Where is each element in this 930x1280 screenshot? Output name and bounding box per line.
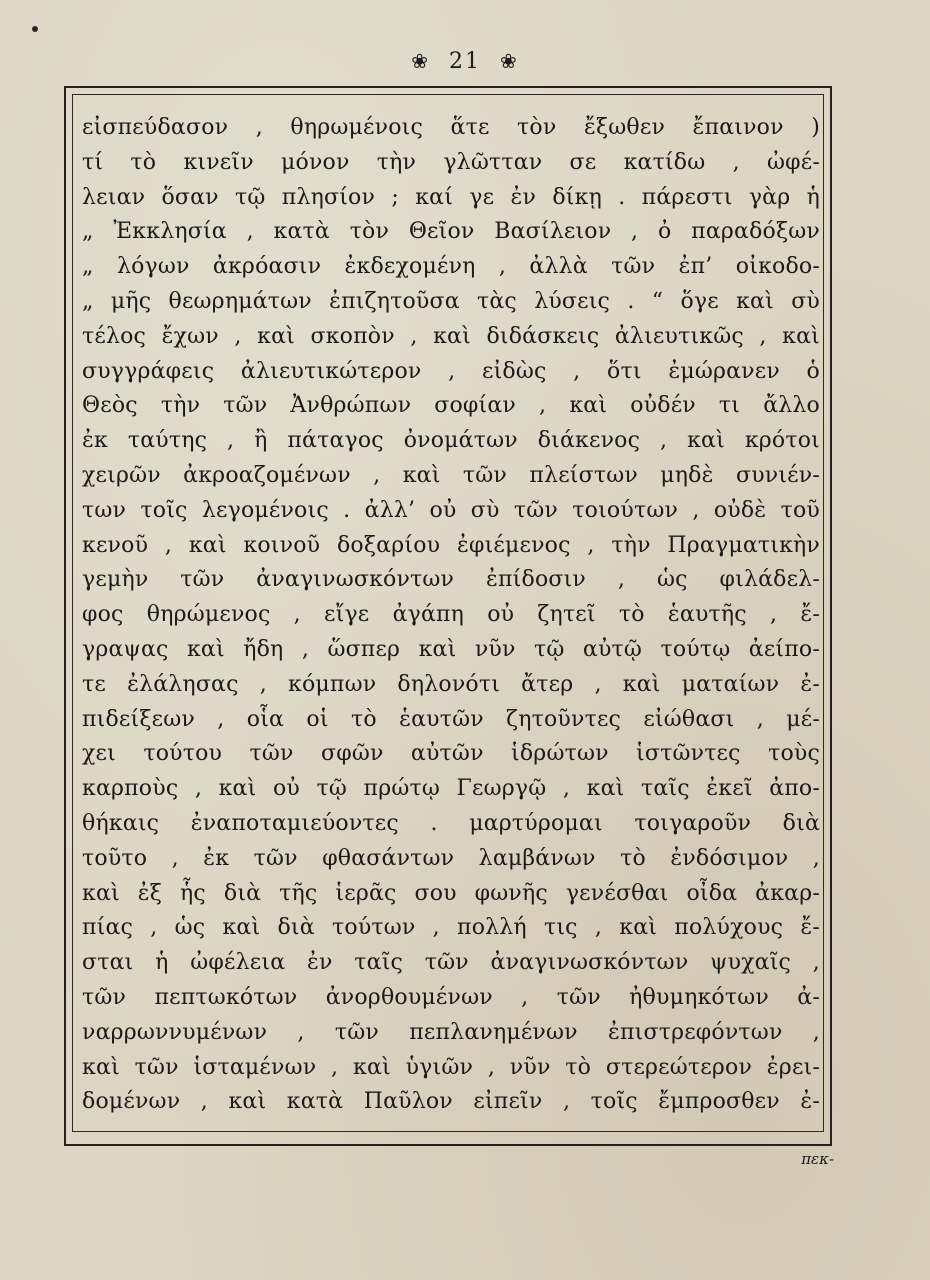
text-line: τοῦτο , ἐκ τῶν φθασάντων λαμβάνων τὸ ἐνδόσιμον ,	[82, 845, 820, 871]
text-line: χειρῶν ἀκροαζομένων , καὶ τῶν πλείστων μηδὲ συνιέν-	[82, 462, 820, 488]
text-line: γραψας καὶ ἤδη , ὥσπερ καὶ νῦν τῷ αὐτῷ τούτῳ ἀείπο-	[82, 636, 820, 662]
text-line: θήκαις ἐναποταμιεύοντες . μαρτύρομαι τοιγαροῦν διὰ	[82, 810, 820, 836]
text-line: ἐκ ταύτης , ἢ πάταγος ὀνομάτων διάκενος , καὶ κρότοι	[82, 428, 820, 454]
page-number: 21	[449, 49, 481, 74]
text-line: κενοῦ , καὶ κοινοῦ δοξαρίου ἐφιέμενος , τὴν Πραγματικὴν	[82, 532, 820, 558]
text-line: χει τούτου τῶν σφῶν αὐτῶν ἱδρώτων ἱστῶντες τοὺς	[82, 741, 820, 767]
text-line: πιδείξεων , οἷα οἱ τὸ ἑαυτῶν ζητοῦντες εἰώθασι , μέ-	[82, 706, 820, 732]
text-line: λειαν ὅσαν τῷ πλησίον ; καί γε ἐν δίκῃ . πάρεστι γὰρ ἡ	[82, 184, 820, 210]
text-line: τε ἐλάλησας , κόμπων δηλονότι ἄτερ , καὶ ματαίων ἐ-	[82, 671, 820, 697]
text-line: πίας , ὡς καὶ διὰ τούτων , πολλή τις , καὶ πολύχους ἔ-	[82, 915, 820, 941]
text-line: συγγράφεις ἀλιευτικώτερον , εἰδὼς , ὅτι ἐμώρανεν ὁ	[82, 358, 820, 384]
text-line: „ μῆς θεωρημάτων ἐπιζητοῦσα τὰς λύσεις . “ ὅγε καὶ σὺ	[82, 288, 820, 314]
text-line: δομένων , καὶ κατὰ Παῦλον εἰπεῖν , τοῖς ἔμπροσθεν ἐ-	[82, 1089, 820, 1115]
catchword: πεκ-	[801, 1150, 834, 1168]
text-line: τῶν πεπτωκότων ἀνορθουμένων , τῶν ἠθυμηκότων ἀ-	[82, 984, 820, 1010]
text-line: καὶ ἐξ ἧς διὰ τῆς ἱερᾶς σου φωνῆς γενέσθαι οἶδα ἀκαρ-	[82, 880, 820, 906]
text-line: τέλος ἔχων , καὶ σκοπὸν , καὶ διδάσκεις ἀλιευτικῶς , καὶ	[82, 323, 820, 349]
text-line: ναρρωννυμένων , τῶν πεπλανημένων ἐπιστρεφόντων ,	[82, 1019, 820, 1045]
ornament-left-icon: ❀	[411, 49, 430, 73]
text-line: „ Ἐκκλησία , κατὰ τὸν Θεῖον Βασίλειον , ὀ παραδόξων	[82, 219, 820, 245]
ornament-right-icon: ❀	[500, 49, 519, 73]
text-line: φος θηρώμενος , εἴγε ἀγάπη οὐ ζητεῖ τὸ ἑαυτῆς , ἔ-	[82, 602, 820, 628]
text-line: καρποὺς , καὶ οὐ τῷ πρώτῳ Γεωργῷ , καὶ ταῖς ἐκεῖ ἀπο-	[82, 776, 820, 802]
text-line: τί τὸ κινεῖν μόνον τὴν γλῶτταν σε κατίδω , ὠφέ-	[82, 149, 820, 175]
body-text	[82, 111, 820, 1121]
text-line: σται ἡ ὠφέλεια ἐν ταῖς τῶν ἀναγινωσκόντων ψυχαῖς ,	[82, 950, 820, 976]
page-header	[0, 46, 930, 77]
text-line: των τοῖς λεγομένοις . ἀλλ’ οὐ σὺ τῶν τοιούτων , οὐδὲ τοῦ	[82, 497, 820, 523]
text-line: Θεὸς τὴν τῶν Ἀνθρώπων σοφίαν , καὶ οὐδέν τι ἄλλο	[82, 393, 820, 419]
ink-dot	[32, 26, 38, 32]
text-line: καὶ τῶν ἱσταμένων , καὶ ὑγιῶν , νῦν τὸ στερεώτερον ἐρει-	[82, 1054, 820, 1080]
text-line: „ λόγων ἀκρόασιν ἐκδεχομένη , ἀλλὰ τῶν ἐπ’ οἰκοδο-	[82, 254, 820, 280]
text-line: γεμὴν τῶν ἀναγινωσκόντων ἐπίδοσιν , ὡς φιλάδελ-	[82, 567, 820, 593]
text-line: εἰσπεύδασον , θηρωμένοις ἅτε τὸν ἔξωθεν ἔπαινον )	[82, 115, 820, 140]
